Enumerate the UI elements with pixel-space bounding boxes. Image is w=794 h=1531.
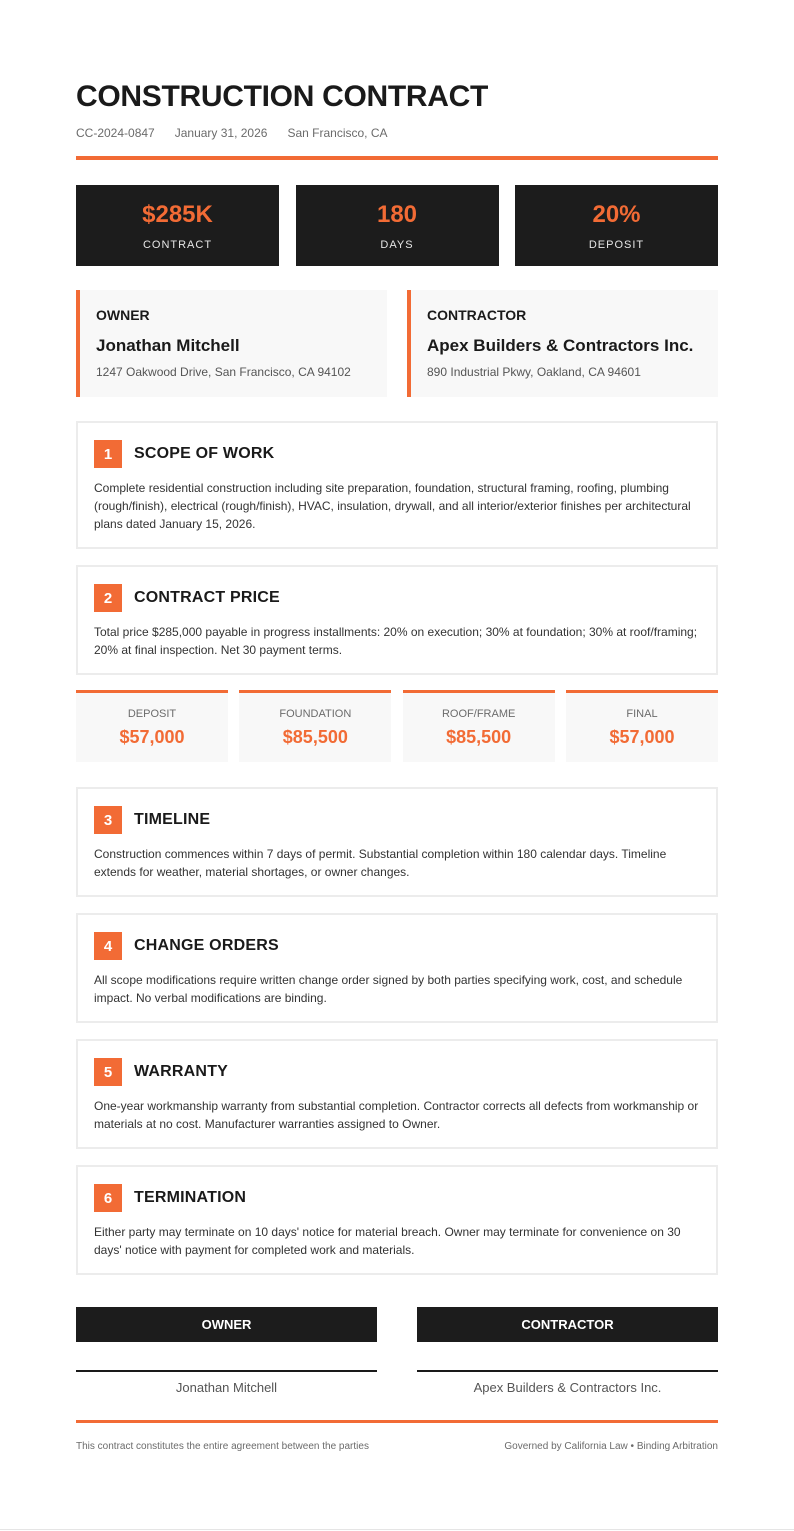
section-number: 4 (94, 932, 122, 960)
section-title: SCOPE OF WORK (134, 445, 275, 462)
party-address: 890 Industrial Pkwy, Oakland, CA 94601 (427, 365, 641, 379)
stat-contract-value (76, 185, 279, 266)
footer-right-note: Governed by California Law • Binding Arbitration (504, 1441, 718, 1452)
payment-schedule (76, 690, 718, 762)
section-contract-price (76, 565, 718, 675)
section-warranty (76, 1039, 718, 1149)
payment-amount: $57,000 (609, 727, 675, 747)
payment-amount: $57,000 (119, 727, 185, 747)
payment-label: ROOF/FRAME (441, 708, 516, 720)
stat-value: $285K (142, 201, 213, 228)
section-body: Construction commences within 7 days of permit. Substantial completion within 180 calendar days. Timeline extends for weather, material shortages, or owner changes. (94, 847, 667, 879)
section-title: WARRANTY (134, 1063, 229, 1080)
section-header (94, 932, 279, 960)
section-header (94, 1058, 228, 1086)
stat-label: DEPOSIT (588, 239, 645, 251)
contract-location: San Francisco, CA (287, 126, 388, 140)
stat-deposit (515, 185, 718, 266)
section-number: 2 (94, 584, 122, 612)
contractor-card (407, 290, 718, 397)
section-body: One-year workmanship warranty from substantial completion. Contractor corrects all defects from workmanship or materials at no cost. Manufacturer warranties assigned to Owner. (94, 1099, 699, 1131)
payment-label: FOUNDATION (279, 708, 352, 720)
stat-value: 20% (592, 201, 641, 228)
section-number: 6 (94, 1184, 122, 1212)
summary-stats (76, 185, 718, 266)
contract-date: January 31, 2026 (174, 126, 268, 140)
party-role: OWNER (96, 307, 150, 323)
section-change-orders (76, 913, 718, 1023)
section-timeline (76, 787, 718, 897)
stat-duration (296, 185, 499, 266)
party-address: 1247 Oakwood Drive, San Francisco, CA 94102 (96, 365, 351, 379)
section-title: TERMINATION (134, 1189, 247, 1206)
party-role: CONTRACTOR (427, 307, 527, 323)
stat-label: DAYS (380, 239, 414, 251)
section-header (94, 584, 280, 612)
payment-roof-frame (403, 690, 555, 762)
footer-left-note: This contract constitutes the entire agreement between the parties (76, 1441, 369, 1452)
owner-signature (76, 1307, 377, 1395)
signature-line[interactable] (417, 1370, 718, 1372)
stat-label: CONTRACT (142, 239, 213, 251)
section-title: CHANGE ORDERS (134, 937, 279, 954)
owner-card (76, 290, 387, 397)
payment-final (566, 690, 718, 762)
section-body: Complete residential construction including site preparation, foundation, structural framing, roofing, plumbing (rough/finish), electrical (rough/finish), HVAC, insulation, drywall, and all interior/exterior finishes per architectural plans dated January 15, 2026. (94, 481, 691, 531)
payment-amount: $85,500 (282, 727, 348, 747)
footer (76, 1441, 718, 1452)
section-number: 5 (94, 1058, 122, 1086)
signature-heading: CONTRACTOR (417, 1307, 718, 1342)
party-name: Jonathan Mitchell (96, 336, 240, 355)
section-termination (76, 1165, 718, 1275)
section-body: Either party may terminate on 10 days' notice for material breach. Owner may terminate for convenience on 30 days' notice with payment for completed work and materials. (94, 1225, 681, 1257)
payment-deposit (76, 690, 228, 762)
section-number: 1 (94, 440, 122, 468)
payment-label: DEPOSIT (127, 708, 177, 720)
document-meta (76, 126, 388, 140)
document-title: CONSTRUCTION CONTRACT (76, 80, 489, 113)
section-header (94, 806, 210, 834)
section-title: CONTRACT PRICE (134, 589, 280, 606)
section-title: TIMELINE (134, 811, 211, 828)
signature-line[interactable] (76, 1370, 377, 1372)
footer-divider (76, 1420, 718, 1423)
section-body: Total price $285,000 payable in progress installments: 20% on execution; 30% at foundation; 30% at roof/framing; 20% at final inspection. Net 30 payment terms. (94, 625, 698, 657)
header-divider (76, 156, 718, 160)
signatory-name: Apex Builders & Contractors Inc. (473, 1380, 662, 1395)
contract-id: CC-2024-0847 (76, 126, 155, 140)
section-header (94, 440, 274, 468)
payment-foundation (239, 690, 391, 762)
parties (76, 290, 718, 397)
section-header (94, 1184, 246, 1212)
section-scope-of-work (76, 421, 718, 549)
page-bottom-edge (0, 1529, 794, 1530)
section-body: All scope modifications require written change order signed by both parties specifying work, cost, and schedule impact. No verbal modifications are binding. (94, 973, 683, 1005)
signature-heading: OWNER (76, 1307, 377, 1342)
section-number: 3 (94, 806, 122, 834)
signatory-name: Jonathan Mitchell (175, 1380, 278, 1395)
payment-amount: $85,500 (446, 727, 512, 747)
payment-label: FINAL (626, 708, 658, 720)
stat-value: 180 (376, 201, 418, 228)
signature-block (76, 1307, 718, 1395)
party-name: Apex Builders & Contractors Inc. (427, 336, 694, 355)
contractor-signature (417, 1307, 718, 1395)
